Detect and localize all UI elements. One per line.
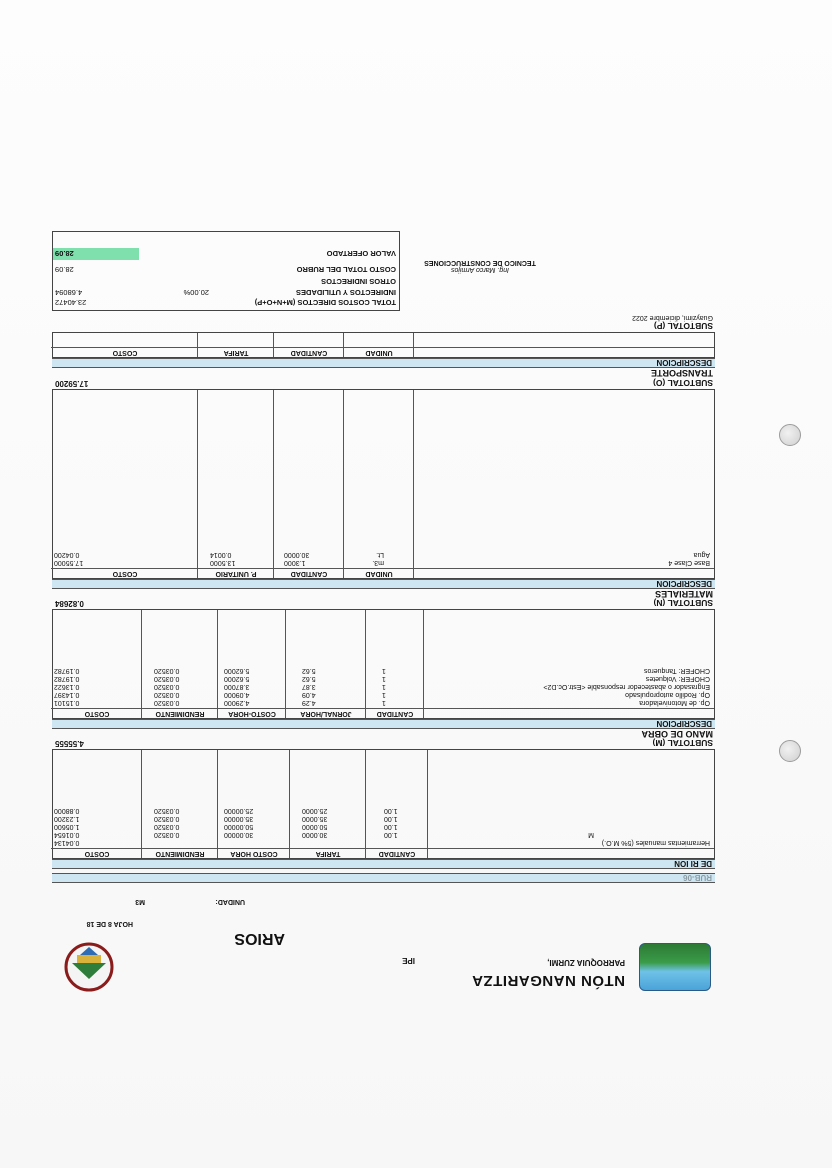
labor-subtotal-value: 0.82684 xyxy=(55,599,84,608)
materials-header xyxy=(51,568,714,578)
indirect-value: 4.68094 xyxy=(55,288,83,297)
labor-costo-hora: 5.62000 xyxy=(224,675,250,682)
equipment-rend: 0.03520 xyxy=(154,831,180,838)
punch-hole-top xyxy=(779,424,801,446)
materials-band-label: DESCRIPCION xyxy=(656,579,712,588)
equipment-row xyxy=(51,830,714,838)
materials-cantidad: 30.0000 xyxy=(284,551,310,558)
materials-punit: 0.0014 xyxy=(210,551,232,558)
labor-rend: 0.03520 xyxy=(154,675,180,682)
equipment-header-costo: COSTO xyxy=(84,850,110,857)
equipment-cantidad: 1.00 xyxy=(384,823,398,830)
materials-table xyxy=(52,389,715,579)
labor-rend: 0.03520 xyxy=(154,699,180,706)
materials-punit: 13.5000 xyxy=(210,559,236,566)
equipment-rend: 0.03520 xyxy=(154,815,180,822)
transport-title: TRANSPORTE xyxy=(650,368,713,378)
equipment-subtotal-label: SUBTOTAL (M) xyxy=(652,738,713,748)
equipment-tarifa: 35.0000 xyxy=(302,815,328,822)
materials-costo: 17.55000 xyxy=(54,559,84,566)
labor-desc: CHOFER: Tanqueros xyxy=(643,667,710,674)
equipment-desc: Herramientas manuales (5% M.O.) xyxy=(601,839,710,846)
offered-label: VALOR OFERTADO xyxy=(326,249,396,258)
totals-box xyxy=(52,231,400,311)
labor-jornal: 5.62 xyxy=(302,667,316,674)
labor-header-costo: COSTO xyxy=(84,710,110,717)
item-code: RUB-06 xyxy=(683,873,712,882)
labor-rend: 0.03520 xyxy=(154,683,180,690)
equipment-band-label: DE RI ION xyxy=(674,859,712,868)
materials-subtotal-value: 17.59200 xyxy=(55,379,89,388)
materials-row xyxy=(51,550,714,558)
header-title: NTÓN NANGARITZA xyxy=(471,972,625,989)
labor-cantidad: 1 xyxy=(382,691,386,698)
equipment-tarifa: 50.0000 xyxy=(302,823,328,830)
labor-costo-hora: 3.87000 xyxy=(224,683,250,690)
equipment-row xyxy=(51,814,714,822)
equipment-tarifa: 30.0000 xyxy=(302,831,328,838)
labor-desc: Op. Rodillo autopropulsado xyxy=(625,691,710,698)
equipment-cantidad: 1.00 xyxy=(384,815,398,822)
labor-row xyxy=(51,682,714,690)
materials-band xyxy=(52,579,715,589)
materials-costo: 0.04200 xyxy=(54,551,80,558)
place-date: Guayzimi, diciembre 2022 xyxy=(632,314,713,321)
transport-header-unidad: UNIDAD xyxy=(365,349,393,356)
direct-cost-label: TOTAL COSTOS DIRECTOS (M+N+O+P) xyxy=(254,298,396,307)
labor-rend: 0.03520 xyxy=(154,667,180,674)
labor-header-jornal: JORNAL/HORA xyxy=(300,710,352,717)
equipment-cantidad: 1.00 xyxy=(384,831,398,838)
labor-costo: 0.19782 xyxy=(54,675,80,682)
labor-header-costo-hora: COSTO-HORA xyxy=(228,710,276,717)
materials-title: MATERIALES xyxy=(655,589,713,599)
labor-band-label: DESCRIPCION xyxy=(656,719,712,728)
labor-cantidad: 1 xyxy=(382,667,386,674)
equipment-tarifa: 25.0000 xyxy=(302,807,328,814)
materials-cantidad: 1.3000 xyxy=(284,559,306,566)
labor-header xyxy=(51,708,714,718)
signature-name: Ing. Marco Armijos xyxy=(450,266,510,273)
labor-costo-hora: 4.29000 xyxy=(224,699,250,706)
labor-row xyxy=(51,698,714,706)
equipment-table xyxy=(52,749,715,859)
labor-header-rendimiento: RENDIMIENTO xyxy=(155,710,205,717)
labor-costo: 0.19782 xyxy=(54,667,80,674)
labor-desc: CHOFER: Volquetes xyxy=(645,675,710,682)
materials-unidad: m3. xyxy=(372,559,384,566)
labor-cantidad: 1 xyxy=(382,675,386,682)
materials-desc: Base Clase 4 xyxy=(668,559,710,566)
equipment-rend: 0.03520 xyxy=(154,807,180,814)
transport-header-cantidad: CANTIDAD xyxy=(290,349,328,356)
labor-rend: 0.03520 xyxy=(154,691,180,698)
equipment-costo-hora: 25.00000 xyxy=(224,807,254,814)
labor-jornal: 4.29 xyxy=(302,699,316,706)
materials-header-costo: COSTO xyxy=(112,570,138,577)
header-ipe: IPE xyxy=(402,956,415,965)
transport-band-label: DESCRIPCION xyxy=(656,358,712,367)
offered-value: 28.09 xyxy=(55,249,74,258)
punch-hole-bottom xyxy=(779,740,801,762)
unit-value: M3 xyxy=(135,898,145,905)
direct-cost-value: 23.40472 xyxy=(55,298,87,307)
transport-header xyxy=(51,347,714,357)
labor-jornal: 5.62 xyxy=(302,675,316,682)
indirect-pct: 20.00% xyxy=(183,288,209,297)
sheet-label: HOJA 8 DE 18 xyxy=(86,920,133,927)
equipment-cantidad: 1.00 xyxy=(384,807,398,814)
header-parish: PARROQUIA ZURMI, xyxy=(547,958,625,967)
transport-table xyxy=(52,332,715,358)
labor-cantidad: 1 xyxy=(382,683,386,690)
materials-desc: Agua xyxy=(693,551,710,558)
materials-header-cantidad: CANTIDAD xyxy=(290,570,328,577)
equipment-costo: 0.04134 xyxy=(54,839,80,846)
transport-header-tarifa: TARIFA xyxy=(223,349,249,356)
equipment-subtotal-value: 4.55555 xyxy=(55,739,84,748)
labor-costo: 0.15101 xyxy=(54,699,80,706)
equipment-desc: M xyxy=(588,831,594,838)
total-cost-value: 28.09 xyxy=(55,265,74,274)
equipment-costo-hora: 35.00000 xyxy=(224,815,254,822)
labor-costo-hora: 5.62000 xyxy=(224,667,250,674)
equipment-row xyxy=(51,838,714,846)
equipment-header-tarifa: TARIFA xyxy=(315,850,341,857)
equipment-costo: 0.88000 xyxy=(54,807,80,814)
materials-row xyxy=(51,558,714,566)
labor-cantidad: 1 xyxy=(382,699,386,706)
equipment-rend: 0.03520 xyxy=(154,823,180,830)
item-code-band xyxy=(52,873,715,883)
transport-header-costo: COSTO xyxy=(112,349,138,356)
materials-header-punit: P. UNITARIO xyxy=(215,570,257,577)
section-title: ARIOS xyxy=(234,930,285,947)
seal-logo xyxy=(60,941,118,993)
signature-role: TECNICO DE CONSTRUCCIONES xyxy=(424,259,536,266)
labor-row xyxy=(51,690,714,698)
labor-title: MANO DE OBRA xyxy=(641,729,713,739)
labor-costo-hora: 4.09000 xyxy=(224,691,250,698)
labor-costo: 0.13622 xyxy=(54,683,80,690)
equipment-costo: 0.01654 xyxy=(54,831,80,838)
unit-label: UNIDAD: xyxy=(215,898,245,905)
materials-subtotal-label: SUBTOTAL (O) xyxy=(653,378,713,388)
equipment-header-cantidad: CANTIDAD xyxy=(378,850,416,857)
labor-band xyxy=(52,719,715,729)
equipment-costo-hora: 30.00000 xyxy=(224,831,254,838)
labor-table xyxy=(52,609,715,719)
equipment-costo: 1.23200 xyxy=(54,815,80,822)
labor-desc: Op. de Motoniveladora xyxy=(639,699,710,706)
municipality-logo xyxy=(639,943,711,991)
equipment-header-costo-hora: COSTO HORA xyxy=(230,850,278,857)
equipment-row xyxy=(51,822,714,830)
labor-jornal: 4.09 xyxy=(302,691,316,698)
labor-costo: 0.14397 xyxy=(54,691,80,698)
labor-jornal: 3.87 xyxy=(302,683,316,690)
total-cost-label: COSTO TOTAL DEL RUBRO xyxy=(296,265,396,274)
transport-band xyxy=(52,358,715,368)
labor-desc: Engrasador o abastecedor responsable <Estr.Oc.D2> xyxy=(543,683,710,690)
equipment-costo-hora: 50.00000 xyxy=(224,823,254,830)
labor-subtotal-label: SUBTOTAL (N) xyxy=(653,598,713,608)
equipment-costo: 1.05600 xyxy=(54,823,80,830)
other-indirect-label: OTROS INDIRECTOS xyxy=(321,277,396,286)
materials-unidad: Lt. xyxy=(376,551,384,558)
materials-header-unidad: UNIDAD xyxy=(365,570,393,577)
equipment-header-rendimiento: RENDIMIENTO xyxy=(155,850,205,857)
unit-price-analysis-sheet xyxy=(52,225,715,995)
labor-header-cantidad: CANTIDAD xyxy=(376,710,414,717)
labor-row xyxy=(51,674,714,682)
transport-subtotal-label: SUBTOTAL (P) xyxy=(653,321,713,331)
indirect-label: INDIRECTOS Y UTILIDADES xyxy=(295,288,396,297)
equipment-band xyxy=(52,859,715,869)
equipment-row xyxy=(51,806,714,814)
equipment-header xyxy=(51,848,714,858)
signature-block xyxy=(395,259,565,273)
labor-row xyxy=(51,666,714,674)
